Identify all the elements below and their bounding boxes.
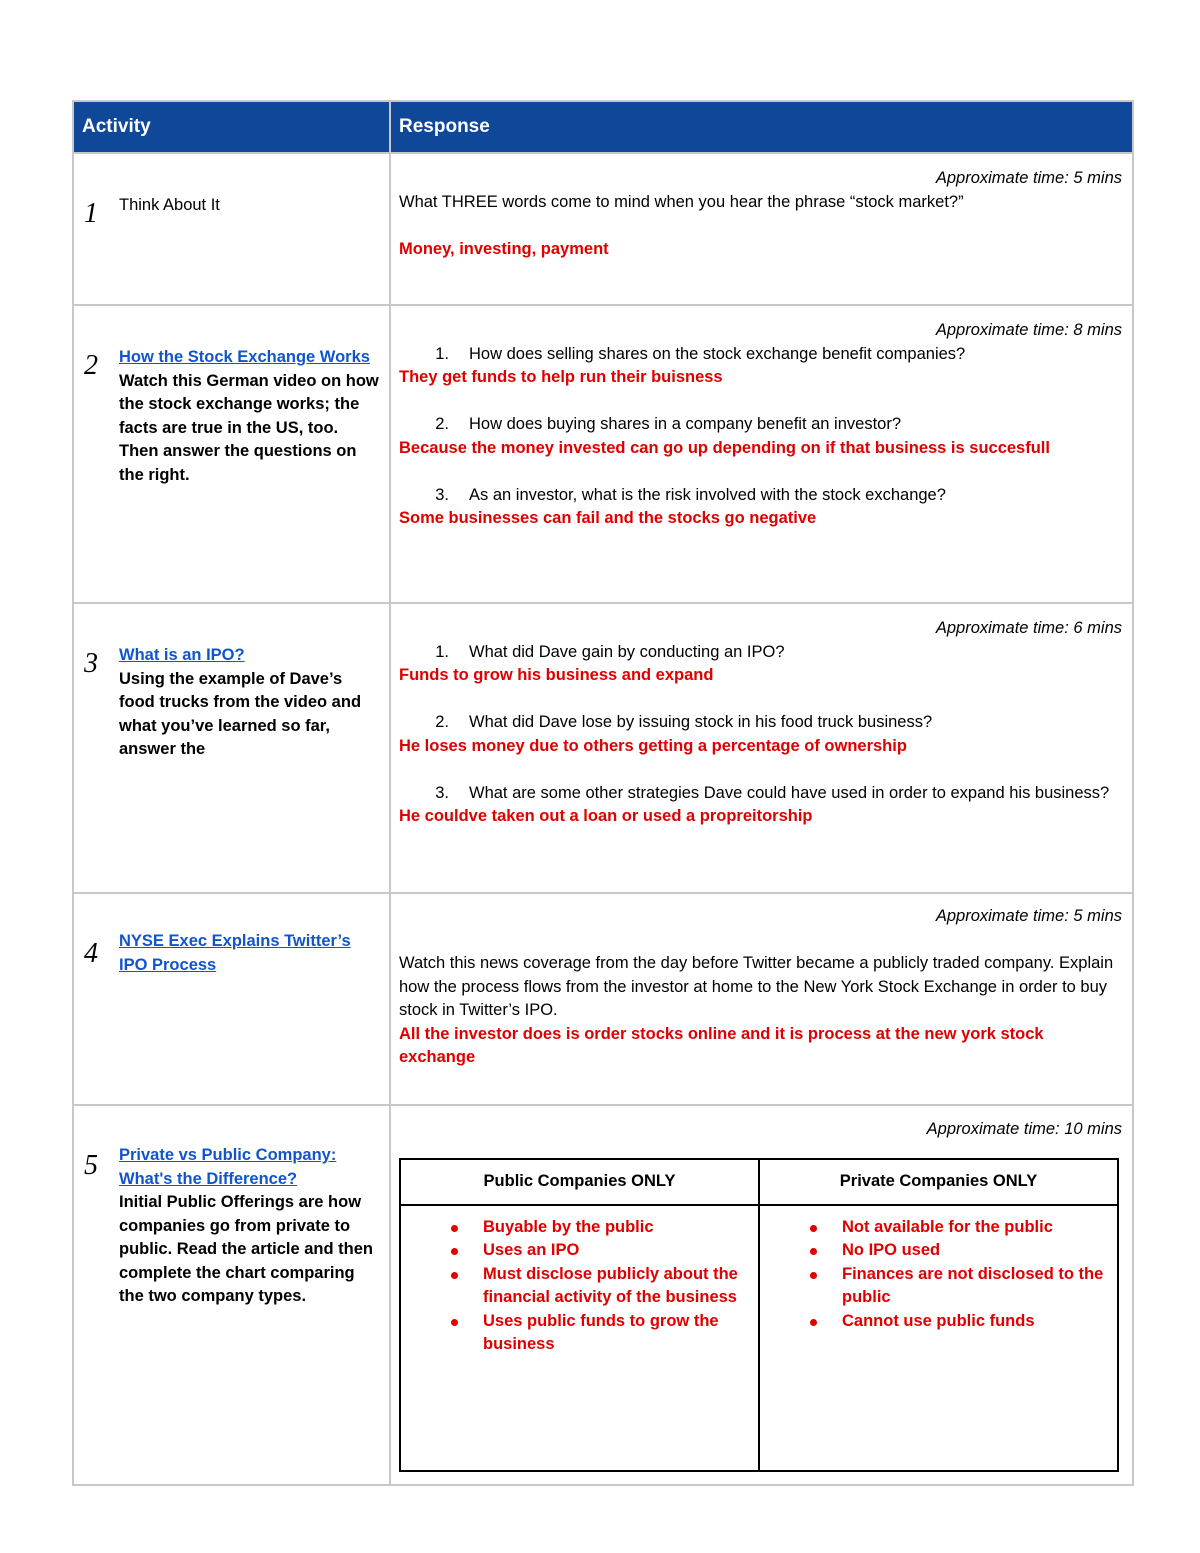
question-text: What did Dave gain by conducting an IPO? xyxy=(469,642,785,661)
approx-time: Approximate time: 5 mins xyxy=(935,907,1122,925)
bullet-icon xyxy=(810,1272,817,1279)
approx-time: Approximate time: 10 mins xyxy=(926,1120,1122,1138)
video-link[interactable]: What is an IPO? xyxy=(119,646,245,664)
comparison-chart xyxy=(399,1158,1119,1472)
list-item: Cannot use public funds xyxy=(842,1310,1117,1334)
question-item: 3. As an investor, what is the risk involved with the stock exchange? xyxy=(399,484,1122,508)
question-item: 1. What did Dave gain by conducting an IPO? xyxy=(399,641,1122,665)
activity-number: 1 xyxy=(84,198,98,229)
question-text: Watch this news coverage from the day before Twitter became a publicly traded company. Explain how the process flows from the investor at home to the New York Stock Exchange in order to buy stock in Twitter’s IPO. xyxy=(399,954,1114,1019)
answer-text: They get funds to help run their buisness xyxy=(399,368,723,386)
approx-time: Approximate time: 5 mins xyxy=(935,169,1122,187)
question-text: How does selling shares on the stock exchange benefit companies? xyxy=(469,344,966,363)
activity-description: Initial Public Offerings are how companies go from private to public. Read the article and then complete the chart comparing the two company types. xyxy=(119,1193,373,1305)
bullet-icon xyxy=(451,1319,458,1326)
question-text: What THREE words come to mind when you hear the phrase “stock market?” xyxy=(399,192,964,211)
activity-number: 3 xyxy=(84,648,98,679)
public-companies-header: Public Companies ONLY xyxy=(400,1159,759,1205)
list-item: No IPO used xyxy=(842,1239,1117,1263)
activity-row-1 xyxy=(73,153,1133,305)
bullet-icon xyxy=(451,1225,458,1232)
activity-table xyxy=(72,100,1134,1486)
worksheet xyxy=(72,100,1132,1486)
activity-header: Activity xyxy=(73,101,390,153)
private-companies-cell xyxy=(759,1205,1118,1471)
activity-number: 4 xyxy=(84,938,98,969)
activity-description: Using the example of Dave’s food trucks from the video and what you’ve learned so far, answer the xyxy=(119,669,362,758)
activity-row-5 xyxy=(73,1105,1133,1485)
article-link[interactable]: Private vs Public Company: What's the Difference? xyxy=(119,1146,337,1188)
public-companies-cell xyxy=(400,1205,759,1471)
question-text: What are some other strategies Dave could have used in order to expand his business? xyxy=(469,783,1110,802)
activity-row-4 xyxy=(73,893,1133,1105)
list-item: Buyable by the public xyxy=(483,1216,758,1240)
list-item: Uses public funds to grow the business xyxy=(483,1310,758,1357)
list-item: Finances are not disclosed to the public xyxy=(842,1263,1117,1310)
answer-text: Because the money invested can go up depending on if that business is succesfull xyxy=(399,438,1050,457)
answer-text: He loses money due to others getting a percentage of ownership xyxy=(399,736,907,755)
activity-number: 2 xyxy=(84,350,98,381)
bullet-icon xyxy=(810,1225,817,1232)
question-text: As an investor, what is the risk involved with the stock exchange? xyxy=(469,485,946,504)
approx-time: Approximate time: 6 mins xyxy=(935,619,1122,637)
video-link[interactable]: How the Stock Exchange Works xyxy=(119,348,370,366)
activity-row-3 xyxy=(73,603,1133,893)
bullet-icon xyxy=(810,1319,817,1326)
question-item: 1. How does selling shares on the stock exchange benefit companies? xyxy=(399,343,1122,367)
response-header: Response xyxy=(390,101,1133,153)
list-item: Not available for the public xyxy=(842,1216,1117,1240)
approx-time: Approximate time: 8 mins xyxy=(935,321,1122,339)
question-text: How does buying shares in a company benefit an investor? xyxy=(469,415,902,433)
activity-row-2 xyxy=(73,305,1133,603)
answer-text: He couldve taken out a loan or used a propreitorship xyxy=(399,807,813,825)
private-companies-header: Private Companies ONLY xyxy=(759,1159,1118,1205)
question-item: 2. How does buying shares in a company benefit an investor? xyxy=(399,413,1122,437)
bullet-icon xyxy=(810,1248,817,1255)
activity-title: Think About It xyxy=(119,196,220,214)
question-item: 3. What are some other strategies Dave could have used in order to expand his business? xyxy=(399,782,1122,806)
bullet-icon xyxy=(451,1248,458,1255)
activity-description: Watch this German video on how the stock exchange works; the facts are true in the US, too. Then answer the questions on the right. xyxy=(119,371,379,484)
bullet-icon xyxy=(451,1272,458,1279)
question-item: 2. What did Dave lose by issuing stock in his food truck business? xyxy=(399,711,1122,735)
list-item: Uses an IPO xyxy=(483,1239,758,1263)
activity-number: 5 xyxy=(84,1150,98,1181)
header-row xyxy=(73,101,1133,153)
video-link[interactable]: NYSE Exec Explains Twitter’s IPO Process xyxy=(119,932,351,974)
answer-text: All the investor does is order stocks online and it is process at the new york stock exchange xyxy=(399,1024,1044,1066)
answer-text: Money, investing, payment xyxy=(399,239,609,258)
answer-text: Some businesses can fail and the stocks go negative xyxy=(399,509,817,527)
list-item: Must disclose publicly about the financial activity of the business xyxy=(483,1263,758,1310)
question-text: What did Dave lose by issuing stock in his food truck business? xyxy=(469,713,933,731)
answer-text: Funds to grow his business and expand xyxy=(399,666,714,684)
